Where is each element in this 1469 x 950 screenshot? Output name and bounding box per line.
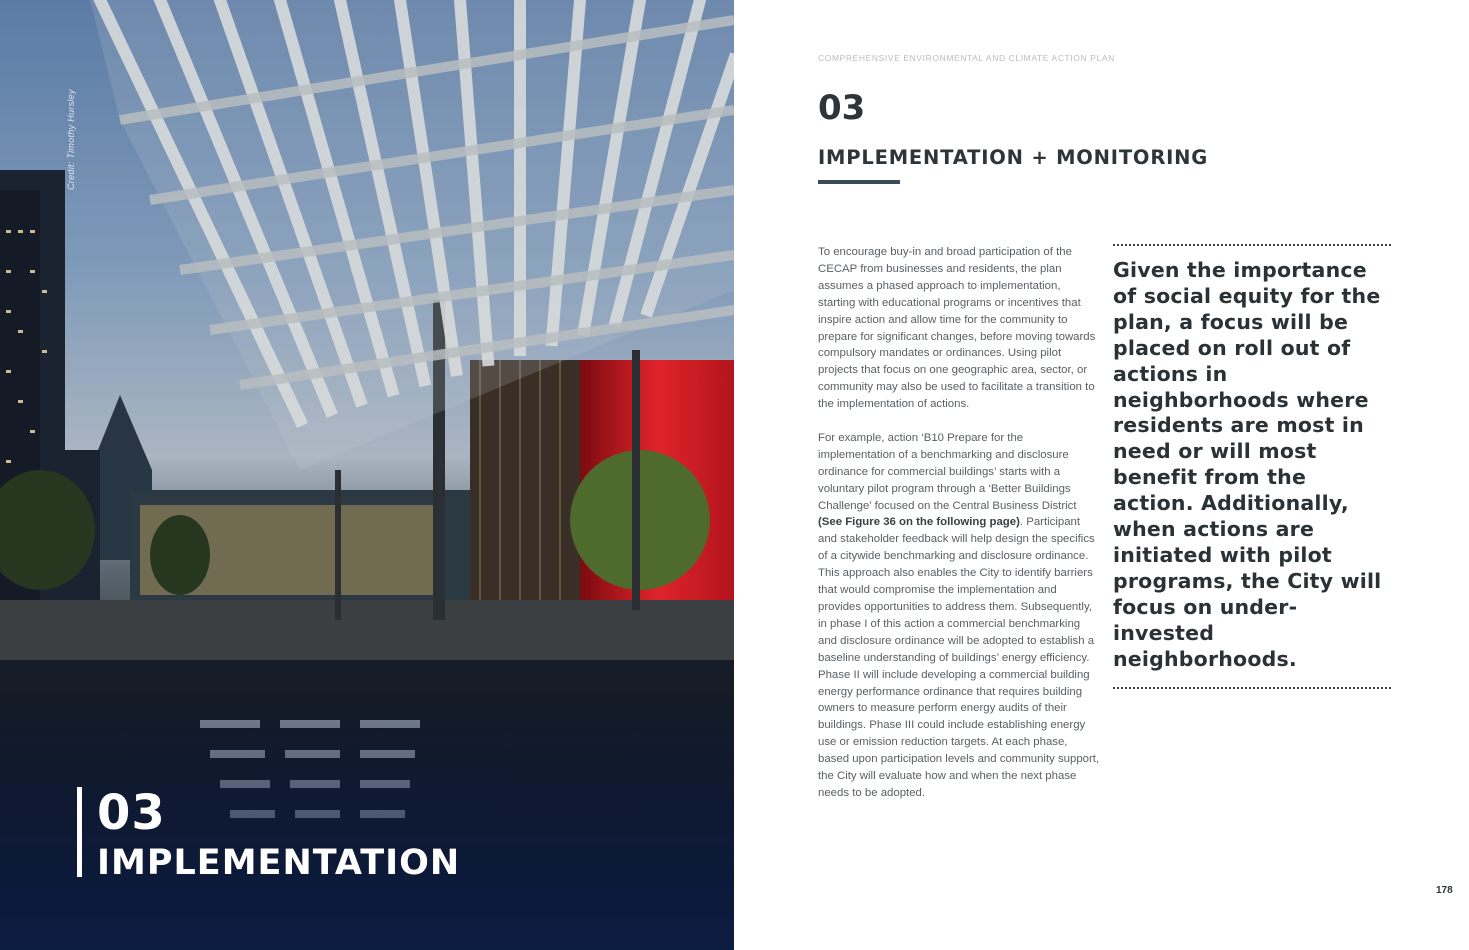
paragraph-2-text-b: . Participant and stakeholder feedback will help design the specifics of a citywide benchmarking and disclosure ordinance. This approach also enables the City to identify barriers that would compromise the implementation and provides opportunities to address them. Subsequently, in phase I of this action a commercial benchmarking and disclosure ordinance will be adopted to establish a baseline understanding of buildings’ energy efficiency. Phase II will include developing a commercial building energy performance ordinance that requires building owners to measure perform energy audits of their buildings. Phase III could include establishing energy use or emission reduction targets. At each phase, based upon participation levels and community support, the City will evaluate how and when the next phase needs to be adopted. — [818, 516, 1100, 799]
section-title: IMPLEMENTATION + MONITORING — [818, 146, 1209, 169]
chapter-number: 03 — [97, 785, 166, 841]
chapter-title: IMPLEMENTATION — [97, 843, 461, 883]
chapter-accent-bar — [77, 787, 82, 877]
cover-photo — [0, 0, 734, 950]
page-number: 178 — [1436, 885, 1453, 896]
pull-quote-bottom-rule — [1113, 687, 1391, 689]
plaza-ground — [0, 600, 734, 660]
pull-quote-text: Given the importance of social equity for the plan, a focus will be placed on roll out of actions in neighborhoods where residents are most in need or will most benefit from the action. Additionally, when actions are initiated with pilot programs, the City will focus on under-invested neighborhoods. — [1113, 258, 1382, 671]
pull-quote — [1113, 244, 1393, 689]
body-text-column — [818, 244, 1100, 819]
photo-credit: Credit: Timothy Hursley — [66, 89, 76, 190]
running-header: COMPREHENSIVE ENVIRONMENTAL AND CLIMATE ACTION PLAN — [818, 53, 1115, 63]
body-paragraph-1: To encourage buy-in and broad participation of the CECAP from businesses and residents, the plan assumes a phased approach to implementation, starting with educational programs or incentives that inspire action and allow time for the community to prepare for significant changes, before moving towards compulsory mandates or ordinances. Using pilot projects that focus on one geographic area, sector, or community may also be used to facilitate a transition to the implementation of actions. — [818, 246, 1096, 411]
section-number: 03 — [818, 88, 866, 128]
title-underline — [818, 180, 900, 184]
pull-quote-top-rule — [1113, 244, 1391, 246]
paragraph-2-text-a: For example, action ‘B10 Prepare for the implementation of a benchmarking and disclosure ordinance for commercial buildings’ starts with a voluntary pilot program through a ‘Better Buildings Challenge’ focused on the Central Business District — [818, 431, 1077, 512]
figure-reference: (See Figure 36 on the following page) — [818, 516, 1020, 529]
body-paragraph-2 — [818, 430, 1100, 802]
